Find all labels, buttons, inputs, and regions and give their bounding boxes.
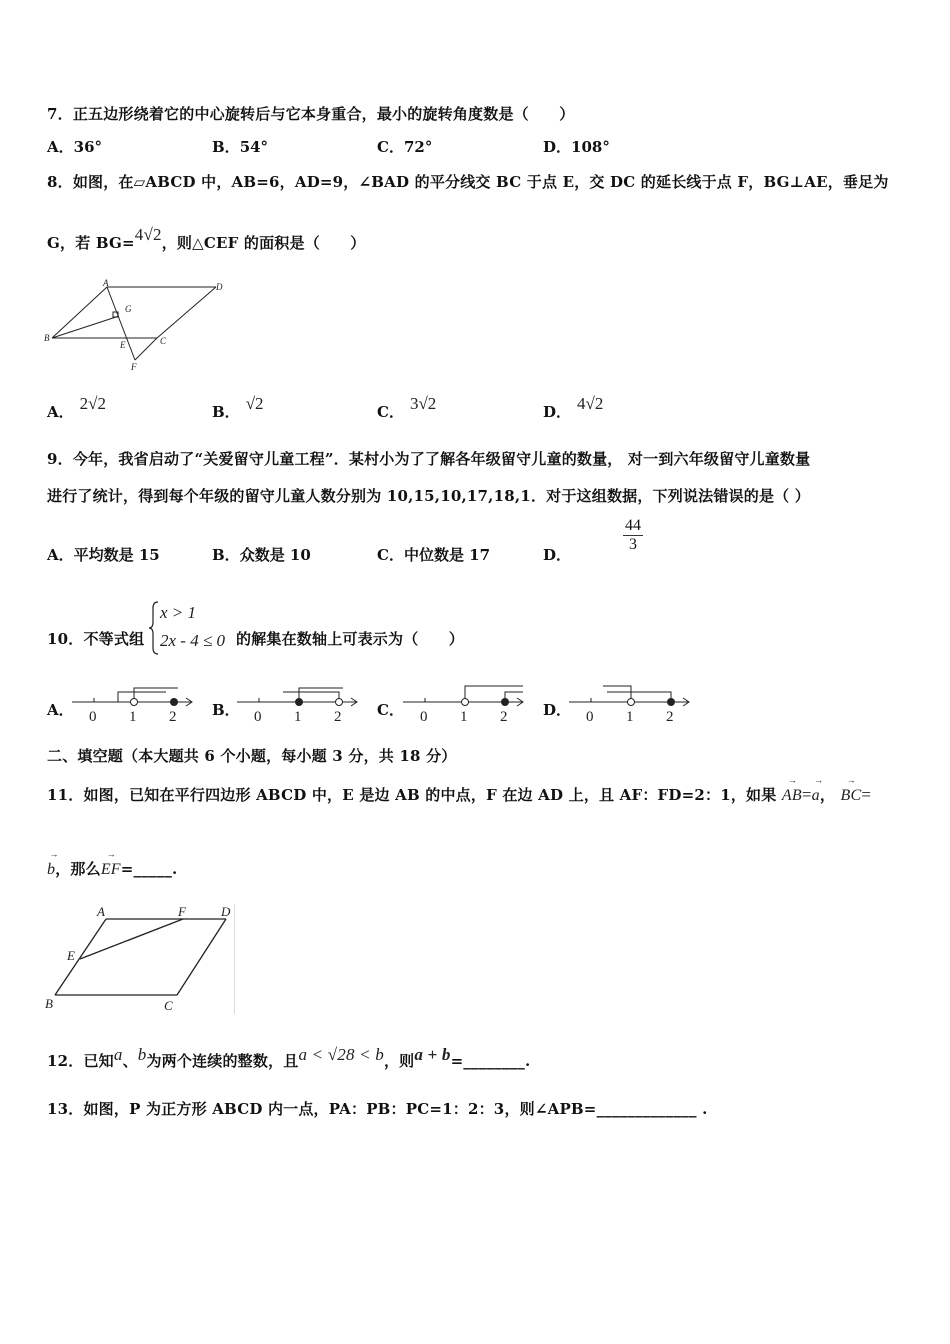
q11-label-e: E [67, 948, 75, 963]
q8-option-b: B． √2 [212, 394, 264, 421]
q8-label-c: C [160, 336, 167, 346]
q12-expression: a + b [414, 1045, 451, 1064]
q11-label-c: C [164, 998, 173, 1013]
q7-option-d: D．108° [543, 138, 610, 156]
q10-option-d-label: D． [543, 701, 572, 719]
q8-label-d: D [216, 282, 223, 292]
svg-text:1: 1 [129, 709, 137, 724]
svg-text:2: 2 [169, 709, 177, 724]
q7-option-b: B．54° [212, 138, 269, 156]
q8-option-c: C． 3√2 [377, 394, 437, 421]
q10-option-c-numberline [401, 680, 529, 724]
q11-parallelogram-figure [40, 902, 240, 1017]
q8-option-d: D． 4√2 [543, 394, 604, 421]
q10-suffix: 的解集在数轴上可表示为（ ） [236, 630, 465, 648]
svg-text:2: 2 [666, 709, 674, 724]
q9-option-d: D． [543, 546, 572, 564]
q12-inequality: a < √28 < b [298, 1045, 384, 1064]
svg-text:2: 2 [500, 709, 508, 724]
q9-stem-line1: 9．今年，我省启动了“关爱留守儿童工程”．某村小为了了解各年级留守儿童的数量， 对一到六年级留守儿童数量 [47, 450, 811, 468]
q11-label-b: B [45, 996, 53, 1011]
q11-label-d: D [221, 904, 231, 919]
q8-stem-line1: 8．如图，在▱ABCD 中，AB=6，AD=9，∠BAD 的平分线交 BC 于点 E，交 DC 的延长线于点 F，BG⊥AE，垂足为 [47, 173, 889, 191]
q10-inequality-2: 2x - 4 ≤ 0 [160, 631, 226, 650]
q11-stem-line2: → b，那么→ EF=_____. [47, 858, 177, 879]
q11-label-f: F [178, 904, 186, 919]
svg-text:1: 1 [626, 709, 634, 724]
q9-option-a: A．平均数是 15 [47, 546, 160, 564]
q10-inequality-1: x > 1 [160, 603, 197, 622]
q8-parallelogram-figure [40, 278, 230, 373]
q11-vector-ef: → EF [101, 861, 121, 879]
q10-option-a-label: A． [47, 701, 74, 719]
q8-bg-value: 4√2 [134, 225, 162, 244]
q8-label-f: F [131, 362, 137, 372]
q7-option-c: C．72° [377, 138, 433, 156]
svg-text:0: 0 [89, 709, 97, 724]
q8-label-e: E [120, 340, 126, 350]
section-fill-in-title: 二、填空题（本大题共 6 个小题，每小题 3 分，共 18 分） [47, 747, 457, 765]
svg-text:1: 1 [294, 709, 302, 724]
q10-option-b-label: B． [212, 701, 240, 719]
q10-prefix: 10．不等式组 [47, 630, 145, 648]
q9-option-b: B．众数是 10 [212, 546, 311, 564]
q8-label-a: A [103, 278, 109, 288]
q11-vector-bc: → BC [840, 787, 861, 805]
q11-vector-ab: → AB [782, 787, 802, 805]
q9-variance-numerator: 44 [625, 517, 641, 534]
q10-option-d-numberline [567, 680, 695, 724]
svg-text:1: 1 [460, 709, 468, 724]
q10-option-b-numberline [235, 680, 363, 724]
q8-label-b: B [44, 333, 50, 343]
svg-text:0: 0 [420, 709, 428, 724]
q11-vector-a: → a [812, 787, 820, 805]
svg-text:2: 2 [334, 709, 342, 724]
q11-label-a: A [97, 904, 105, 919]
q11-stem-line1: 11．如图，已知在平行四边形 ABCD 中，E 是边 AB 的中点，F 在边 AD 上，且 AF：FD=2：1，如果 → AB=→ a， → BC= [47, 784, 871, 805]
q7-stem: 7．正五边形绕着它的中心旋转后与它本身重合，最小的旋转角度数是（ ） [47, 105, 575, 123]
q7-option-a: A．36° [47, 138, 103, 156]
q10-option-a-numberline [70, 680, 198, 724]
q13-stem: 13．如图，P 为正方形 ABCD 内一点，PA：PB：PC=1：2：3，则∠APB=_____________ . [47, 1100, 708, 1118]
svg-text:0: 0 [254, 709, 262, 724]
q12-stem: 12．已知a、b为两个连续的整数，且a < √28 < b，则a + b=________. [47, 1045, 531, 1070]
svg-text:0: 0 [586, 709, 594, 724]
q8-label-g: G [125, 304, 132, 314]
q10-option-c-label: C． [377, 701, 404, 719]
q8-option-a: A． 2√2 [47, 394, 106, 421]
q11-vector-b: → b [47, 861, 55, 879]
q9-variance-fraction [623, 517, 643, 554]
q9-variance-denominator: 3 [629, 536, 637, 553]
q9-option-c: C．中位数是 17 [377, 546, 491, 564]
q9-stem-line2: 进行了统计，得到每个年级的留守儿童人数分别为 10,15,10,17,18,1．对于这组数据，下列说法错误的是（ ） [47, 487, 810, 505]
q10-brace [148, 600, 160, 656]
q8-stem-line2: G，若 BG=4√2，则△CEF 的面积是（ ） [47, 225, 366, 252]
